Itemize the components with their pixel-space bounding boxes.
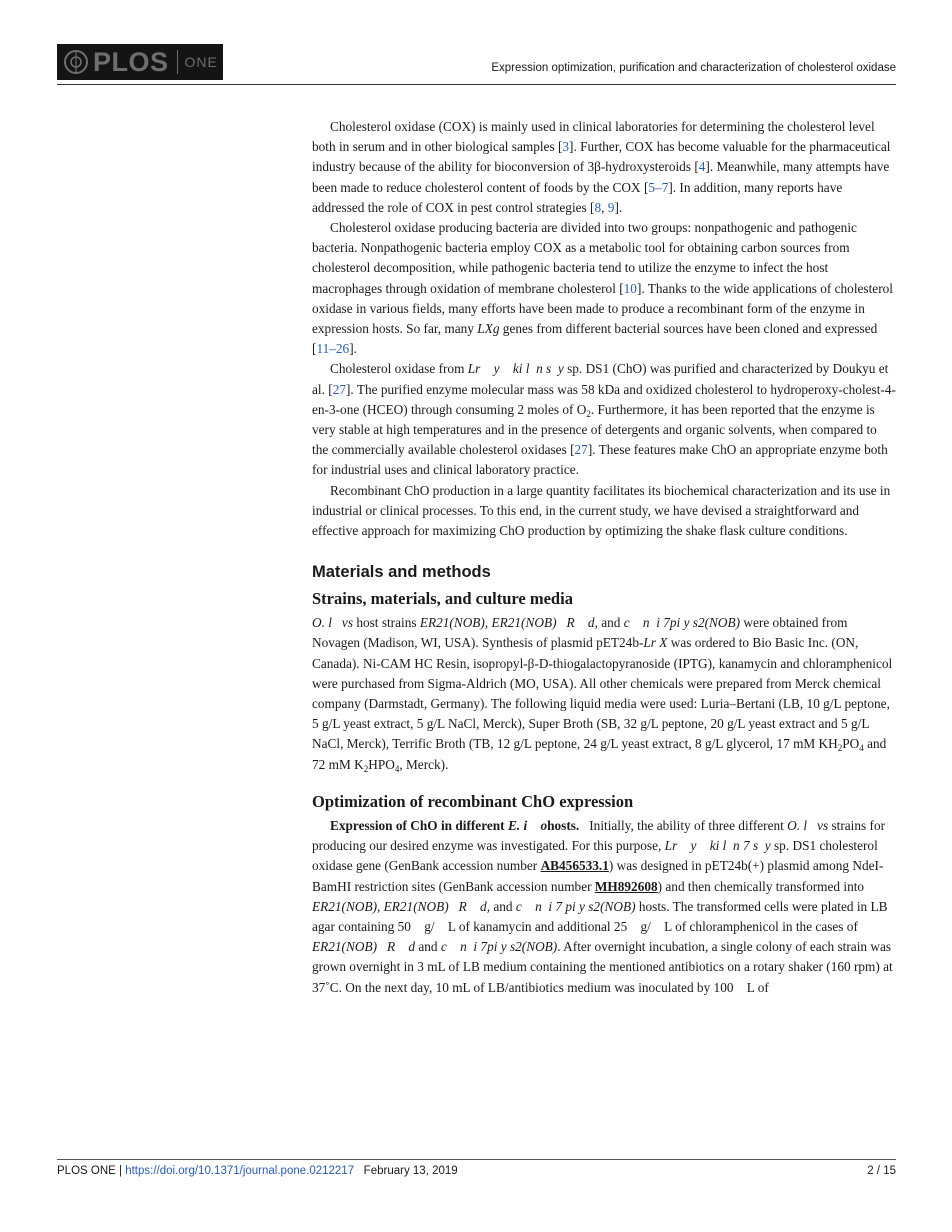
italic-text: c n i 7pi y s2(NOB) (440, 939, 558, 955)
citation-link[interactable]: 3 (562, 139, 570, 155)
italic-text: Lr y ki l n s y (467, 361, 564, 377)
italic-text: ER21(NOB) (312, 898, 377, 914)
text: ]. Thanks to the wide applications of cholesterol oxidase in various fields, many efforts have been made to produce a recombinant form of the enzyme in expression hosts. So far, many (312, 280, 893, 337)
citation-link[interactable]: 5–7 (648, 179, 669, 195)
italic-text: ER21(NOB) R d (383, 898, 487, 914)
text: . Furthermore, it has been reported that the enzyme is very stable at high temperatures and in the presence of detergents and organic solvents, when compared to the commercially available cholesterol oxidases [ (312, 401, 877, 458)
text: were obtained from Novagen (Madison, WI, USA). Synthesis of plasmid pET24b- (312, 615, 848, 651)
optimization-paragraph (312, 816, 896, 998)
intro-paragraph-1 (312, 117, 896, 218)
italic-text: ER21(NOB) (419, 615, 485, 631)
footer-rule (57, 1159, 896, 1160)
subscript: 2 (363, 763, 369, 774)
text: ]. The purified enzyme molecular mass was 58 kDa and oxidized cholesterol to hydroperoxy-cholest-4-en-3-one (HCEO) through consuming 2 moles of O (312, 381, 896, 417)
text: ) and then chemically transformed into (657, 878, 865, 894)
text: , (601, 199, 608, 215)
text: sp. DS1 (ChO) was purified and characterized by Doukyu et al. [ (312, 361, 889, 397)
text: ]. Further, COX has become valuable for the pharmaceutical industry because of the ability for bioconversion of 3β-hydroxysteroids [ (312, 139, 891, 175)
text: Initially, the ability of three different (579, 817, 788, 833)
strains-paragraph (312, 613, 896, 775)
text: Cholesterol oxidase (COX) is mainly used in clinical laboratories for determining the cholesterol level both in serum and in other biological samples [ (312, 119, 875, 155)
text: HPO (368, 756, 395, 772)
italic-text: c n i 7pi y s2(NOB) (623, 615, 741, 631)
text: ]. In addition, many reports have addressed the role of COX in pest control strategies [ (312, 179, 843, 215)
italic-text: c n i 7 pi y s2(NOB) (515, 898, 636, 914)
text: and 72 mM K (312, 736, 887, 772)
footer (57, 1165, 458, 1177)
intro-paragraph-4: Recombinant ChO production in a large quantity facilitates its biochemical characterization and its use in industrial or clinical processes. To this end, in the current study, we have devised a straightforward and effective approach for maximizing ChO production by optimizing the shake flask culture conditions. (312, 482, 891, 539)
text: and (415, 939, 441, 955)
intro-paragraph-3 (312, 359, 896, 480)
text: , (377, 898, 384, 914)
italic-text: LXg (477, 321, 500, 337)
citation-link[interactable]: 10 (623, 280, 637, 296)
text: sp. DS1 cholesterol oxidase gene (GenBank accession number (312, 838, 878, 874)
subscript: 4 (859, 743, 864, 754)
subsection-heading: Strains, materials, and culture media (312, 589, 573, 609)
page-number: 2 / 15 (867, 1165, 896, 1177)
citation-link[interactable]: 27 (332, 381, 346, 397)
subsection-heading: Optimization of recombinant ChO expression (312, 791, 634, 811)
runin-heading: Expression of ChO in different (330, 817, 508, 833)
citation-link[interactable]: 11–26 (316, 341, 350, 357)
subscript: 4 (394, 763, 400, 774)
subscript: 2 (837, 743, 843, 754)
citation-link[interactable]: 27 (574, 442, 588, 458)
footer-date: February 13, 2019 (354, 1165, 458, 1177)
text: , and (594, 615, 624, 631)
subscript: 2 (586, 408, 591, 419)
doi-link[interactable]: https://doi.org/10.1371/journal.pone.0212217 (125, 1165, 355, 1177)
text: ]. (614, 199, 623, 215)
text: Cholesterol oxidase from (330, 361, 468, 377)
text: , Merck). (399, 756, 449, 772)
text: , (484, 615, 492, 631)
text: genes from different bacterial sources have been cloned and expressed [ (312, 321, 878, 357)
logo-divider (177, 50, 178, 74)
logo-word: PLOS (93, 46, 169, 77)
italic-text: E. i o (507, 817, 548, 833)
italic-text: ER21(NOB) R d (491, 615, 595, 631)
text: PO (842, 736, 860, 752)
text: ) was designed in pET24b(+) plasmid among NdeI-BamHI restriction sites (GenBank accession number (312, 858, 884, 894)
text: ]. These features make ChO an appropriate enzyme both for industrial uses and clinical laboratory practice. (312, 442, 888, 478)
logo-sub: ONE (184, 54, 218, 70)
plos-one-logo (57, 44, 223, 80)
plos-emblem-icon (63, 49, 89, 75)
text: . After overnight incubation, a single colony of each strain was grown overnight in 3 mL of LB medium containing the mentioned antibiotics on a rotary shaker (160 rpm) at 37˚C. On the next day, 10 mL of LB/antibiotics medium was inoculated by 100 L of (312, 939, 897, 995)
text: ]. (349, 341, 357, 357)
italic-text: ER21(NOB) R d (312, 939, 416, 955)
runin-heading: hosts. (547, 817, 580, 833)
italic-text: O. l vs (787, 817, 829, 833)
italic-text: Lr y ki l n 7 s y (664, 838, 771, 854)
text: ]. Meanwhile, many attempts have been made to reduce cholesterol content of foods by the COX [ (312, 159, 890, 195)
genbank-link[interactable]: AB456533.1 (540, 858, 609, 874)
section-heading: Materials and methods (312, 563, 491, 582)
footer-journal: PLOS ONE | (57, 1165, 126, 1177)
text: host strains (353, 615, 420, 631)
header-rule (57, 84, 896, 85)
text: Cholesterol oxidase producing bacteria are divided into two groups: nonpathogenic and pathogenic bacteria. Nonpathogenic bacteria employ COX as a metabolic tool for obtaining carbon sources from cholesterol decomposition, while pathogenic bacteria tend to utilize the enzyme to infect the host macrophages through oxidation of membrane cholesterol [ (312, 220, 857, 296)
genbank-link[interactable]: MH892608 (594, 878, 658, 894)
text: strains for producing our desired enzyme was investigated. For this purpose, (312, 817, 886, 854)
italic-text: Lr X (643, 635, 668, 651)
intro-paragraph-2 (312, 218, 896, 359)
citation-link[interactable]: 9 (607, 199, 615, 215)
citation-link[interactable]: 4 (698, 159, 706, 175)
italic-text: O. l vs (312, 615, 353, 631)
running-title: Expression optimization, purification and characterization of cholesterol oxidase (491, 62, 896, 74)
text: , and (486, 898, 516, 914)
citation-link[interactable]: 8 (594, 199, 602, 215)
article-body (312, 117, 896, 998)
text: was ordered to Bio Basic Inc. (ON, Canada). Ni-CAM HC Resin, isopropyl-β-D-thiogalactopyranoside (IPTG), kanamycin and chloramphenicol were purchased from Sigma-Aldrich (MO, USA). All other chemicals were prepared from Merck chemical company (Darmstadt, Germany). The following liquid media were used: Luria–Bertani (LB, 10 g/L peptone, 5 g/L yeast extract, 5 g/L NaCl, Merck), Super Broth (SB, 32 g/L peptone, 20 g/L yeast extract and 5 g/L NaCl, Merck), Terrific Broth (TB, 12 g/L peptone, 24 g/L yeast extract, 8 g/L glycerol, 17 mM KH (312, 635, 893, 752)
text: hosts. The transformed cells were plated in LB agar containing 50 g/ L of kanamycin and additional 25 g/ L of chloramphenicol in the cases of (312, 898, 891, 934)
